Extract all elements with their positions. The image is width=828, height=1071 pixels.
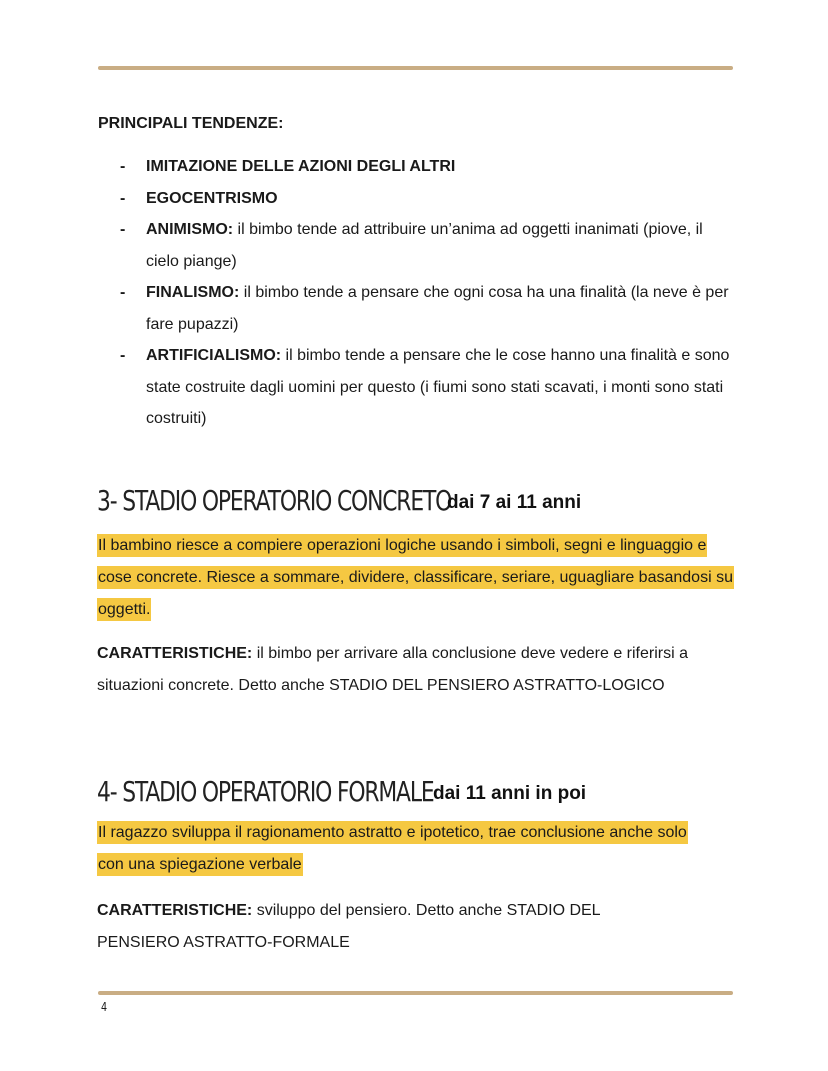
list-item-text: il bimbo tende ad attribuire un’anima ad oggetti inanimati (piove, il cielo piange) [146, 221, 703, 270]
stage4-highlight [97, 817, 697, 881]
list-item-text: il bimbo tende a pensare che ogni cosa ha una finalità (la neve è per fare pupazzi) [146, 284, 729, 333]
bullet-dash: - [120, 347, 126, 364]
tendenze-list [120, 151, 740, 435]
bottom-divider [98, 991, 733, 995]
bullet-dash: - [120, 158, 126, 175]
bullet-dash: - [120, 221, 126, 238]
stage3-highlight-text: Il bambino riesce a compiere operazioni logiche usando i simboli, segni e linguaggio e cose concrete. Riesce a sommare, dividere, classificare, seriare, uguagliare basandosi su oggetti. [97, 534, 734, 621]
page-number: 4 [101, 1000, 108, 1014]
list-item [120, 214, 740, 277]
list-item-term: ANIMISMO: [146, 221, 234, 238]
stage3-heading [97, 484, 582, 517]
list-item [120, 151, 740, 183]
stage3-char-label: CARATTERISTICHE: [97, 645, 253, 662]
list-item-term: IMITAZIONE DELLE AZIONI DEGLI ALTRI [146, 158, 456, 175]
list-item-term: EGOCENTRISMO [146, 189, 278, 207]
list-item [120, 183, 740, 215]
stage4-title: 4- STADIO OPERATORIO FORMALE [97, 775, 434, 808]
stage3-characteristics [97, 638, 717, 702]
stage4-char-label: CARATTERISTICHE: [97, 902, 253, 919]
list-item [120, 277, 740, 340]
stage4-heading [97, 775, 587, 808]
bullet-dash: - [120, 284, 126, 301]
stage3-char-text: il bimbo per arrivare alla conclusione deve vedere e riferirsi a situazioni concrete. Detto anche STADIO DEL PENSIERO ASTRATTO-LOGICO [97, 645, 689, 694]
tendenze-heading: PRINCIPALI TENDENZE: [98, 115, 284, 132]
stage4-age: dai 11 anni in poi [433, 783, 587, 804]
stage4-char-text: sviluppo del pensiero. Detto anche STADIO DEL PENSIERO ASTRATTO-FORMALE [97, 902, 600, 951]
list-item-text: il bimbo tende a pensare che le cose hanno una finalità e sono state costruite dagli uomini per questo (i fiumi sono stati scavati, i monti sono stati costruiti) [146, 347, 730, 427]
top-divider [98, 66, 733, 70]
bullet-dash: - [120, 189, 126, 207]
stage4-characteristics [97, 895, 677, 959]
list-item-term: ARTIFICIALISMO: [146, 347, 282, 364]
stage4-highlight-text: Il ragazzo sviluppa il ragionamento astratto e ipotetico, trae conclusione anche solo con una spiegazione verbale [97, 821, 688, 876]
stage3-highlight [97, 530, 737, 626]
stage3-age: dai 7 ai 11 anni [447, 492, 582, 513]
stage3-title: 3- STADIO OPERATORIO CONCRETO [97, 484, 452, 517]
list-item-term: FINALISMO: [146, 284, 240, 301]
list-item [120, 340, 740, 435]
